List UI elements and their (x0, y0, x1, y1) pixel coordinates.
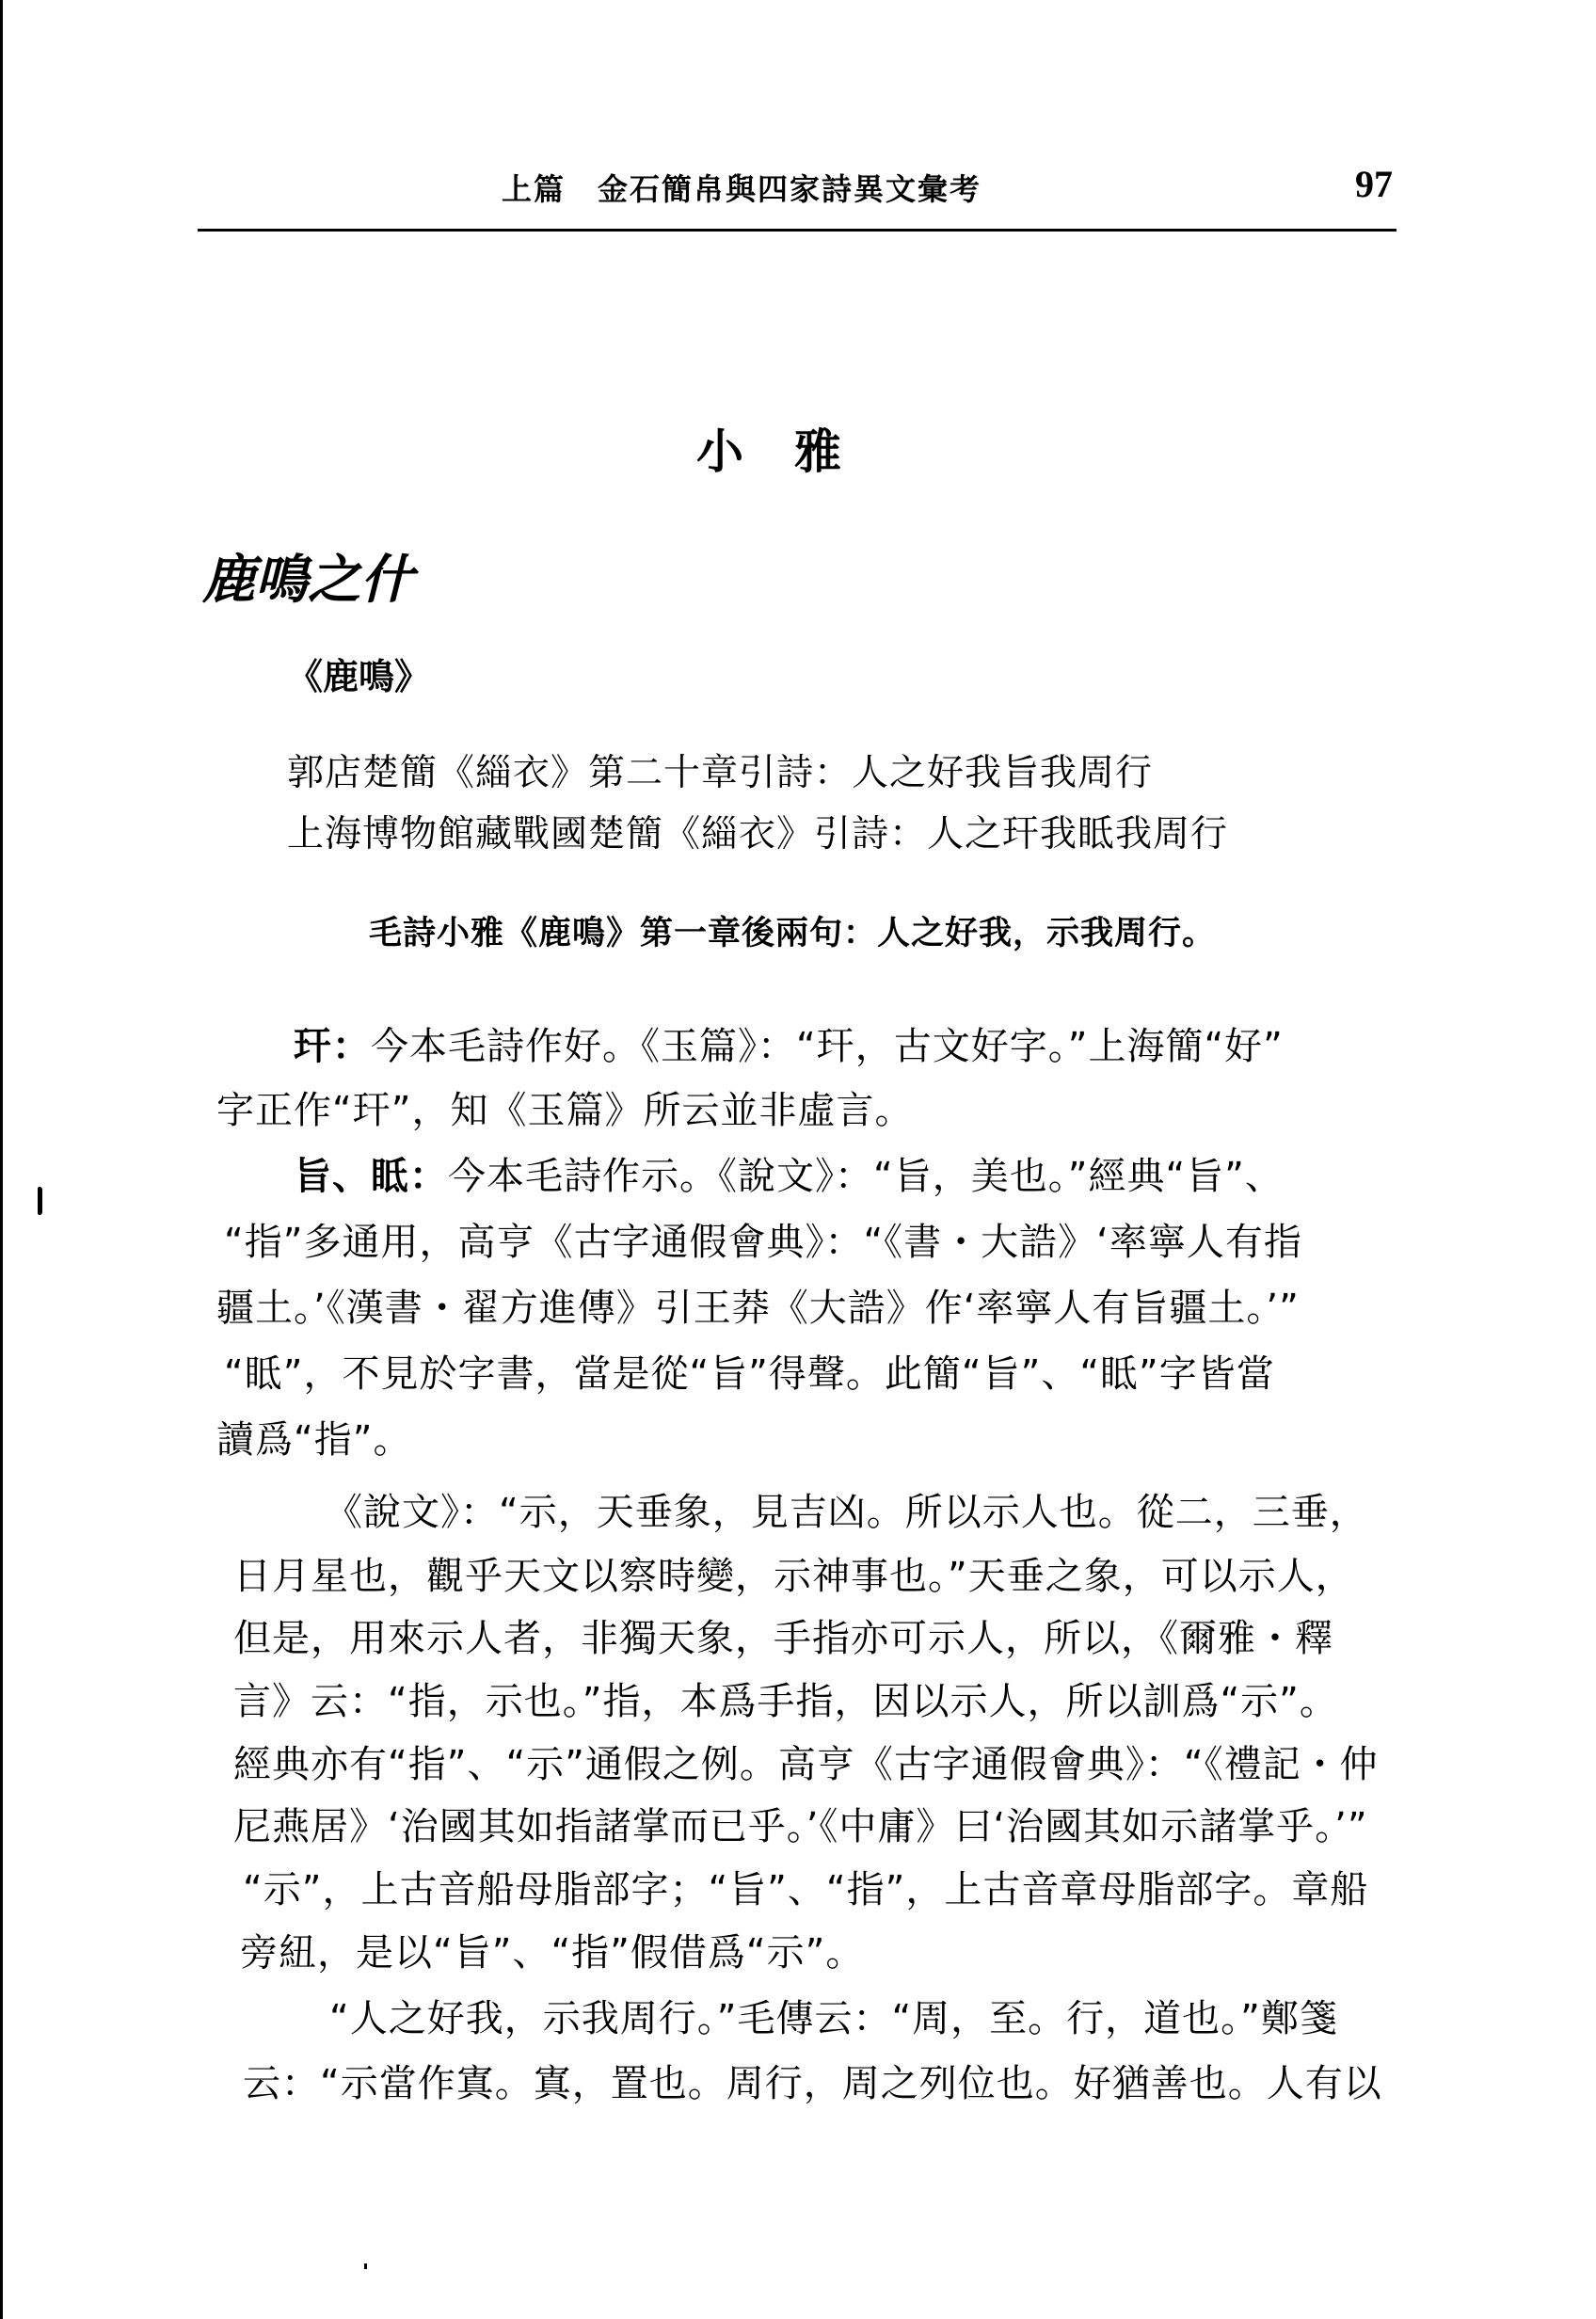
term-head: 玕： (294, 1025, 371, 1068)
body-text: 今本毛詩作示。《說文》：“旨，美也。”經典“旨”、 (448, 1155, 1284, 1198)
body-text: 疆土。’《漢書・翟方進傳》引王莽《大誥》作‘率寧人有旨疆土。’” (216, 1287, 1300, 1330)
page-number: 97 (1355, 163, 1393, 205)
body-line (233, 1608, 1333, 1662)
term-head: 旨、眡： (294, 1155, 448, 1198)
body-line (240, 1923, 864, 1976)
body-line (216, 1410, 411, 1463)
body-line (216, 1278, 1300, 1332)
body-text: 《說文》：“示，天垂象，見吉凶。所以示人也。從二，三垂， (325, 1491, 1368, 1534)
body-text: “眡”，不見於字書，當是從“旨”得聲。此簡“旨”、“眡”字皆當 (224, 1352, 1275, 1396)
subsection-title: 鹿鳴之什 (202, 549, 413, 611)
body-line (329, 1989, 1338, 2042)
body-line (233, 1546, 1354, 1600)
scan-dot (364, 2263, 367, 2269)
body-text: 日月星也，觀乎天文以察時變，示神事也。”天垂之象，可以示人， (233, 1555, 1354, 1598)
body-line (294, 1146, 1284, 1200)
body-line (224, 1344, 1275, 1398)
body-line (243, 1860, 1368, 1913)
body-text: 云：“示當作寘。寘，置也。周行，周之列位也。好猶善也。人有以 (243, 2062, 1382, 2105)
body-line (233, 1797, 1368, 1850)
body-text: 言》云：“指，示也。”指，本爲手指，因以示人，所以訓爲“示”。 (233, 1680, 1338, 1723)
body-text: “人之好我，示我周行。”毛傳云：“周，至。行，道也。”鄭箋 (329, 1997, 1338, 2040)
body-text: 經典亦有“指”、“示”通假之例。高亨《古字通假會典》：“《禮記・仲 (233, 1743, 1379, 1786)
body-text: 字正作“玕”，知《玉篇》所云並非虛言。 (216, 1089, 914, 1132)
body-text: 今本毛詩作好。《玉篇》：“玕，古文好字。”上海簡“好” (371, 1025, 1284, 1068)
quote-shanghai: 上海博物館藏戰國楚簡《緇衣》引詩：人之玕我眡我周行 (287, 813, 1229, 856)
page-edge-line (0, 0, 3, 2319)
body-text: 讀爲“指”。 (216, 1418, 412, 1462)
body-line (325, 1482, 1368, 1536)
body-line (224, 1212, 1302, 1266)
body-line (294, 1016, 1284, 1070)
body-text: “示”，上古音船母脂部字；“旨”、“指”，上古音章母脂部字。章船 (243, 1868, 1369, 1911)
scan-speck (38, 1187, 42, 1215)
body-text: 旁紐，是以“旨”、“指”假借爲“示”。 (240, 1931, 865, 1975)
quote-guodian: 郭店楚簡《緇衣》第二十章引詩：人之好我旨我周行 (287, 752, 1154, 794)
running-header-title: 上篇 金石簡帛與四家詩異文彙考 (502, 171, 982, 207)
mao-shi-line: 毛詩小雅《鹿鳴》第一章後兩句：人之好我，示我周行。 (369, 914, 1217, 952)
body-line (233, 1735, 1379, 1788)
section-title: 小 雅 (696, 424, 843, 479)
body-text: 尼燕居》‘治國其如指諸掌而已乎。’《中庸》曰‘治國其如示諸掌乎。’” (233, 1805, 1368, 1848)
body-text: “指”多通用，高亨《古字通假會典》：“《書・大誥》‘率寧人有指 (224, 1221, 1302, 1264)
body-line (243, 2054, 1382, 2107)
body-line (216, 1080, 913, 1134)
poem-title: 《鹿鳴》 (287, 656, 431, 697)
body-text: 但是，用來示人者，非獨天象，手指亦可示人，所以，《爾雅・釋 (233, 1617, 1333, 1660)
body-line (233, 1671, 1338, 1725)
header-rule (198, 229, 1396, 232)
